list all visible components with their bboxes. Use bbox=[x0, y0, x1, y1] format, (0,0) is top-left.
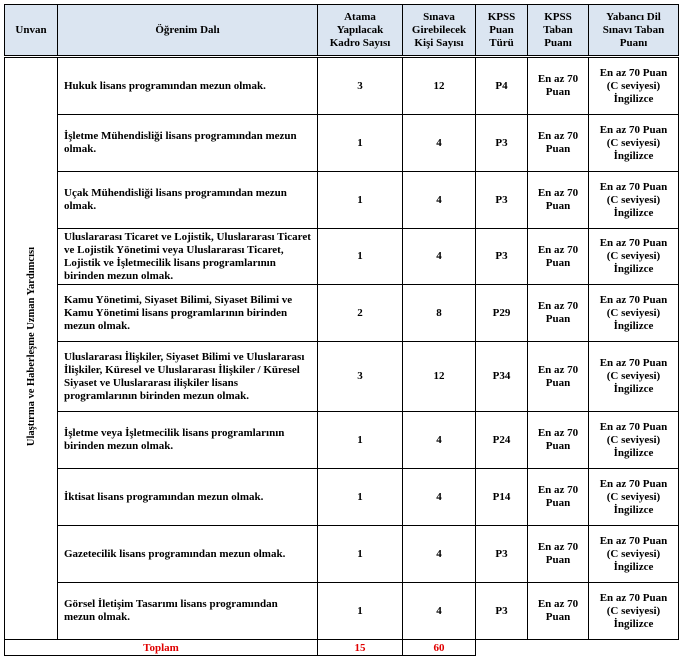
taban-cell bbox=[528, 412, 589, 469]
header-puan-turu-line: KPSS bbox=[487, 10, 516, 23]
dil-line: (C seviyesi) bbox=[606, 547, 661, 560]
dal-cell: İşletme Mühendisliği lisans programından mezun olmak. bbox=[58, 115, 318, 172]
kadro-cell: 1 bbox=[318, 229, 403, 285]
kisi-cell: 4 bbox=[403, 229, 476, 285]
header-taban-line: Puanı bbox=[544, 36, 572, 49]
kpss-type-cell: P29 bbox=[476, 285, 528, 342]
dil-line: En az 70 Puan bbox=[599, 420, 668, 433]
header-dil-line: Puanı bbox=[619, 36, 648, 49]
taban-cell bbox=[528, 229, 589, 285]
dil-line: İngilizce bbox=[613, 383, 654, 395]
dil-cell bbox=[589, 172, 679, 229]
dil-line: İngilizce bbox=[613, 206, 654, 219]
dal-cell: Uluslararası İlişkiler, Siyaset Bilimi ve Uluslararası İlişkiler, Küresel ve Uluslararası İlişkiler / Küresel Siyaset ve Uluslararası ilişkiler lisans programlarının birinden mezun olmak. bbox=[58, 342, 318, 412]
dal-cell: Görsel İletişim Tasarımı lisans programından mezun olmak. bbox=[58, 583, 318, 640]
kisi-cell: 8 bbox=[403, 285, 476, 342]
kpss-type-cell: P24 bbox=[476, 412, 528, 469]
header-puan-turu-line: Türü bbox=[489, 36, 514, 49]
table-row bbox=[5, 469, 679, 526]
total-label: Toplam bbox=[5, 640, 318, 656]
dil-line: İngilizce bbox=[613, 617, 654, 630]
taban-line: Puan bbox=[545, 440, 571, 452]
kisi-cell: 4 bbox=[403, 172, 476, 229]
kisi-cell: 4 bbox=[403, 583, 476, 640]
dil-line: (C seviyesi) bbox=[606, 136, 661, 149]
kadro-cell: 3 bbox=[318, 342, 403, 412]
header-kisi bbox=[403, 5, 476, 56]
header-taban bbox=[528, 5, 589, 56]
dal-cell: Hukuk lisans programından mezun olmak. bbox=[58, 58, 318, 115]
taban-cell bbox=[528, 526, 589, 583]
header-kadro-line: Atama bbox=[344, 10, 376, 23]
header-kisi-line: Sınava bbox=[423, 10, 455, 23]
unvan-value: Ulaştırma ve Haberleşme Uzman Yardımcısı bbox=[25, 246, 37, 447]
dil-line: En az 70 Puan bbox=[599, 357, 668, 369]
kisi-cell: 4 bbox=[403, 412, 476, 469]
header-kadro-line: Yapılacak bbox=[336, 23, 384, 36]
taban-line: Puan bbox=[545, 86, 571, 98]
dil-line: İngilizce bbox=[613, 263, 654, 275]
dil-line: En az 70 Puan bbox=[599, 293, 668, 306]
header-kadro bbox=[318, 5, 403, 56]
table-row bbox=[5, 229, 679, 285]
header-taban-line: Taban bbox=[543, 23, 573, 36]
taban-cell bbox=[528, 583, 589, 640]
taban-line: En az 70 bbox=[537, 243, 579, 256]
table-row bbox=[5, 285, 679, 342]
kpss-type-cell: P3 bbox=[476, 229, 528, 285]
taban-line: En az 70 bbox=[537, 427, 579, 439]
dil-line: En az 70 Puan bbox=[599, 123, 668, 136]
total-row bbox=[5, 640, 679, 656]
dal-cell: Kamu Yönetimi, Siyaset Bilimi, Siyaset Bilimi ve Kamu Yönetimi lisans programlarının birinden mezun olmak. bbox=[58, 285, 318, 342]
dal-cell: Uluslararası Ticaret ve Lojistik, Uluslararası Ticaret ve Lojistik Yönetimi veya Uluslararası Ticaret, Lojistik ve İşletmecilik lisans programlarının birinden mezun olmak. bbox=[58, 229, 318, 285]
dil-line: İngilizce bbox=[613, 92, 654, 105]
taban-line: En az 70 bbox=[537, 484, 579, 496]
taban-line: En az 70 bbox=[537, 300, 579, 312]
table-row bbox=[5, 58, 679, 115]
dil-cell bbox=[589, 229, 679, 285]
unvan-cell bbox=[5, 58, 58, 640]
kpss-type-cell: P3 bbox=[476, 115, 528, 172]
taban-line: En az 70 bbox=[537, 130, 579, 142]
dil-line: İngilizce bbox=[613, 319, 654, 332]
header-dal: Öğrenim Dalı bbox=[58, 5, 318, 56]
kpss-type-cell: P4 bbox=[476, 58, 528, 115]
kadro-cell: 1 bbox=[318, 526, 403, 583]
dil-line: (C seviyesi) bbox=[606, 433, 661, 446]
taban-line: En az 70 bbox=[537, 363, 579, 376]
total-kisi: 60 bbox=[403, 640, 476, 656]
dil-cell bbox=[589, 583, 679, 640]
kadro-cell: 1 bbox=[318, 115, 403, 172]
kadro-cell: 1 bbox=[318, 583, 403, 640]
taban-cell bbox=[528, 469, 589, 526]
dil-cell bbox=[589, 412, 679, 469]
document-page bbox=[4, 4, 679, 656]
header-puan-turu bbox=[476, 5, 528, 56]
taban-cell bbox=[528, 115, 589, 172]
header-unvan: Unvan bbox=[5, 5, 58, 56]
kadro-cell: 1 bbox=[318, 412, 403, 469]
dil-line: (C seviyesi) bbox=[606, 490, 661, 503]
taban-line: Puan bbox=[545, 376, 571, 389]
kisi-cell: 4 bbox=[403, 469, 476, 526]
dal-cell: İktisat lisans programından mezun olmak. bbox=[58, 469, 318, 526]
kpss-type-cell: P3 bbox=[476, 172, 528, 229]
dil-cell bbox=[589, 469, 679, 526]
header-taban-line: KPSS bbox=[544, 10, 572, 23]
header-puan-turu-line: Puan bbox=[489, 23, 514, 36]
dil-line: İngilizce bbox=[613, 149, 654, 162]
total-kadro: 15 bbox=[318, 640, 403, 656]
dil-line: (C seviyesi) bbox=[606, 193, 661, 206]
dil-line: İngilizce bbox=[613, 503, 654, 516]
dil-line: En az 70 Puan bbox=[599, 591, 668, 604]
kadro-cell: 1 bbox=[318, 172, 403, 229]
dil-cell bbox=[589, 115, 679, 172]
kisi-cell: 4 bbox=[403, 526, 476, 583]
table-row bbox=[5, 115, 679, 172]
kadro-cell: 1 bbox=[318, 469, 403, 526]
taban-cell bbox=[528, 172, 589, 229]
dil-cell bbox=[589, 342, 679, 412]
table-row bbox=[5, 583, 679, 640]
taban-line: Puan bbox=[545, 256, 571, 269]
header-kadro-line: Kadro Sayısı bbox=[329, 36, 391, 49]
taban-line: En az 70 bbox=[537, 541, 579, 553]
header-row bbox=[5, 5, 679, 56]
taban-line: Puan bbox=[545, 497, 571, 509]
taban-line: Puan bbox=[545, 143, 571, 155]
table-row bbox=[5, 342, 679, 412]
header-kisi-line: Girebilecek bbox=[411, 23, 467, 36]
kadro-cell: 3 bbox=[318, 58, 403, 115]
dil-line: (C seviyesi) bbox=[606, 604, 661, 617]
dil-line: (C seviyesi) bbox=[606, 306, 661, 319]
table-row bbox=[5, 172, 679, 229]
dil-line: En az 70 Puan bbox=[599, 237, 668, 249]
dal-cell: İşletme veya İşletmecilik lisans programlarının birinden mezun olmak. bbox=[58, 412, 318, 469]
kadro-cell: 2 bbox=[318, 285, 403, 342]
taban-cell bbox=[528, 342, 589, 412]
dil-line: En az 70 Puan bbox=[599, 66, 668, 79]
kpss-type-cell: P14 bbox=[476, 469, 528, 526]
header-dil-line: Sınavı Taban bbox=[602, 23, 665, 36]
dil-line: En az 70 Puan bbox=[599, 477, 668, 490]
table-row bbox=[5, 412, 679, 469]
dil-line: (C seviyesi) bbox=[606, 79, 661, 92]
kpss-type-cell: P34 bbox=[476, 342, 528, 412]
taban-line: Puan bbox=[545, 313, 571, 325]
dil-line: (C seviyesi) bbox=[606, 370, 661, 382]
positions-table bbox=[4, 4, 679, 656]
dal-cell: Gazetecilik lisans programından mezun olmak. bbox=[58, 526, 318, 583]
taban-line: Puan bbox=[545, 200, 571, 212]
dil-line: İngilizce bbox=[613, 560, 654, 573]
taban-line: En az 70 bbox=[537, 598, 579, 610]
taban-line: Puan bbox=[545, 554, 571, 566]
header-dil bbox=[589, 5, 679, 56]
taban-line: En az 70 bbox=[537, 187, 579, 199]
kisi-cell: 4 bbox=[403, 115, 476, 172]
kpss-type-cell: P3 bbox=[476, 526, 528, 583]
kisi-cell: 12 bbox=[403, 58, 476, 115]
table-row bbox=[5, 526, 679, 583]
dal-cell: Uçak Mühendisliği lisans programından mezun olmak. bbox=[58, 172, 318, 229]
dil-cell bbox=[589, 285, 679, 342]
kisi-cell: 12 bbox=[403, 342, 476, 412]
taban-cell bbox=[528, 285, 589, 342]
dil-line: (C seviyesi) bbox=[606, 250, 661, 262]
taban-cell bbox=[528, 58, 589, 115]
header-dil-line: Yabancı Dil bbox=[606, 10, 661, 23]
dil-line: En az 70 Puan bbox=[599, 180, 668, 193]
dil-line: İngilizce bbox=[613, 446, 654, 459]
dil-cell bbox=[589, 526, 679, 583]
kpss-type-cell: P3 bbox=[476, 583, 528, 640]
taban-line: En az 70 bbox=[537, 73, 579, 85]
header-kisi-line: Kişi Sayısı bbox=[414, 36, 464, 49]
dil-cell bbox=[589, 58, 679, 115]
taban-line: Puan bbox=[545, 611, 571, 623]
dil-line: En az 70 Puan bbox=[599, 534, 668, 547]
